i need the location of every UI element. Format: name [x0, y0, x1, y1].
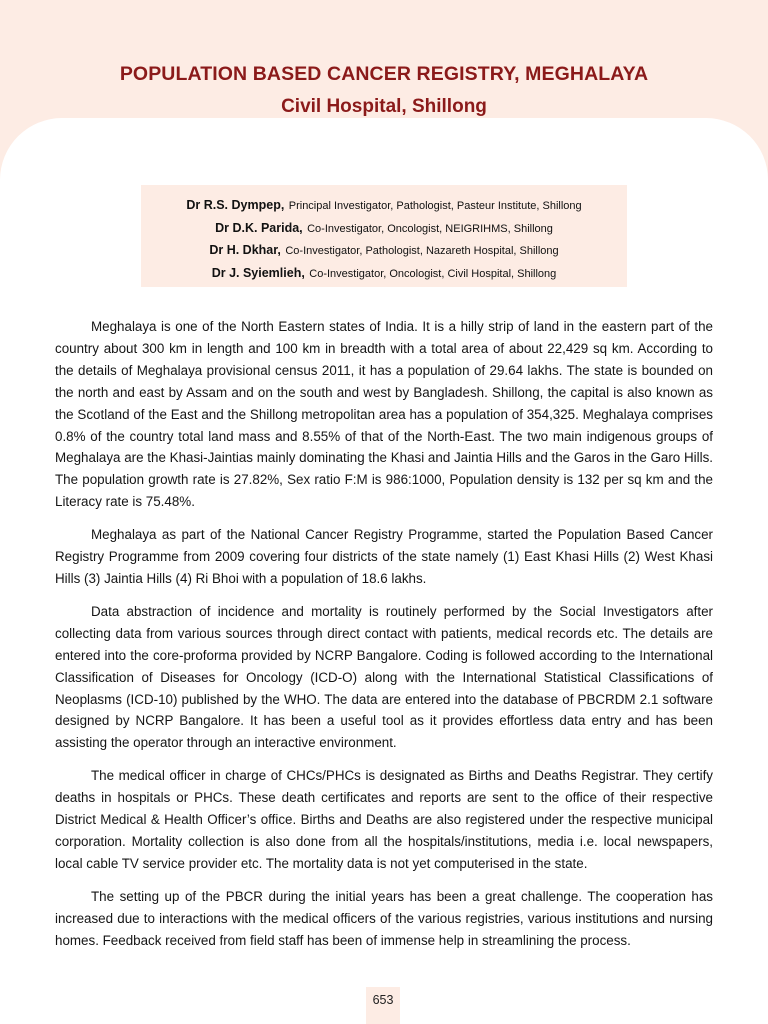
paragraph: Meghalaya as part of the National Cancer Registry Programme, started the Population Based Cancer Registry Programme from 2009 covering four districts of the state namely (1) East Khasi Hills (2) West Khasi Hills (3) Jaintia Hills (4) Ri Bhoi with a population of 18.6 lakhs. — [55, 527, 713, 586]
author-name: Dr R.S. Dympep, — [186, 198, 285, 212]
author-role: Co-Investigator, Oncologist, Civil Hospital, Shillong — [309, 267, 557, 280]
authors-box — [141, 185, 627, 287]
author-name: Dr D.K. Parida, — [215, 220, 303, 235]
author-line — [141, 239, 627, 262]
author-line — [141, 217, 627, 240]
author-name: Dr H. Dkhar, — [209, 243, 281, 257]
author-name: Dr J. Syiemlieh, — [211, 265, 305, 280]
page-number: 653 — [372, 993, 394, 1007]
paragraph: Meghalaya is one of the North Eastern states of India. It is a hilly strip of land in the eastern part of the country about 300 km in length and 100 km in breadth with a total area of about 22,429 sq km. According to the details of Meghalaya provisional census 2011, it has a population of 29.64 lakhs. The state is bounded on the north and east by Assam and on the south and west by Bangladesh. Shillong, the capital is also known as the Scotland of the East and the Shillong metropolitan area has a population of 354,325. Meghalaya comprises 0.8% of the country total land mass and 8.55% of that of the North-East. The two main indigenous groups of Meghalaya are the Khasi-Jaintias mainly dominating the Khasi and Jaintia Hills and the Garos in the Garo Hills. The population growth rate is 27.82%, Sex ratio F:M is 986:1000, Population density is 132 per sq km and the Literacy rate is 75.48%. — [55, 319, 713, 510]
page-title: POPULATION BASED CANCER REGISTRY, MEGHALAYA — [119, 63, 649, 85]
paragraph: Data abstraction of incidence and mortality is routinely performed by the Social Investigators after collecting data from various sources through direct contact with patients, medical records etc. The details are entered into the core-proforma provided by NCRP Bangalore. Coding is followed according to the International Classification of Diseases for Oncology (ICD-O) along with the International Statistical Classifications of Neoplasms (ICD-10) published by the WHO. The data are entered into the database of PBCRDM 2.1 software designed by NCRP Bangalore. It has been a useful tool as it provides effortless data entry and has been assisting the operator through an interactive environment. — [55, 603, 713, 751]
author-role: Principal Investigator, Pathologist, Pasteur Institute, Shillong — [288, 200, 582, 212]
author-role: Co-Investigator, Oncologist, NEIGRIHMS, Shillong — [307, 222, 553, 235]
author-line — [141, 194, 627, 217]
body-text — [55, 316, 713, 962]
paragraph: The setting up of the PBCR during the initial years has been a great challenge. The cooperation has increased due to interactions with the medical officers of the various registries, various institutions and nursing homes. Feedback received from field staff has been of immense help in streamlining the process. — [55, 888, 713, 948]
author-role: Co-Investigator, Pathologist, Nazareth Hospital, Shillong — [285, 245, 559, 257]
paragraph: The medical officer in charge of CHCs/PHCs is designated as Births and Deaths Registrar. They certify deaths in hospitals or PHCs. These death certificates and reports are sent to the office of their respective District Medical & Health Officer’s office. Births and Deaths are also registered under the respective municipal corporation. Mortality collection is also done from all the hospitals/institutions, media i.e. local newspapers, local cable TV service provider etc. The mortality data is not yet computerised in the state. — [55, 768, 713, 871]
author-line — [141, 262, 627, 285]
page-subtitle: Civil Hospital, Shillong — [281, 96, 487, 117]
page-number-box — [366, 987, 400, 1024]
